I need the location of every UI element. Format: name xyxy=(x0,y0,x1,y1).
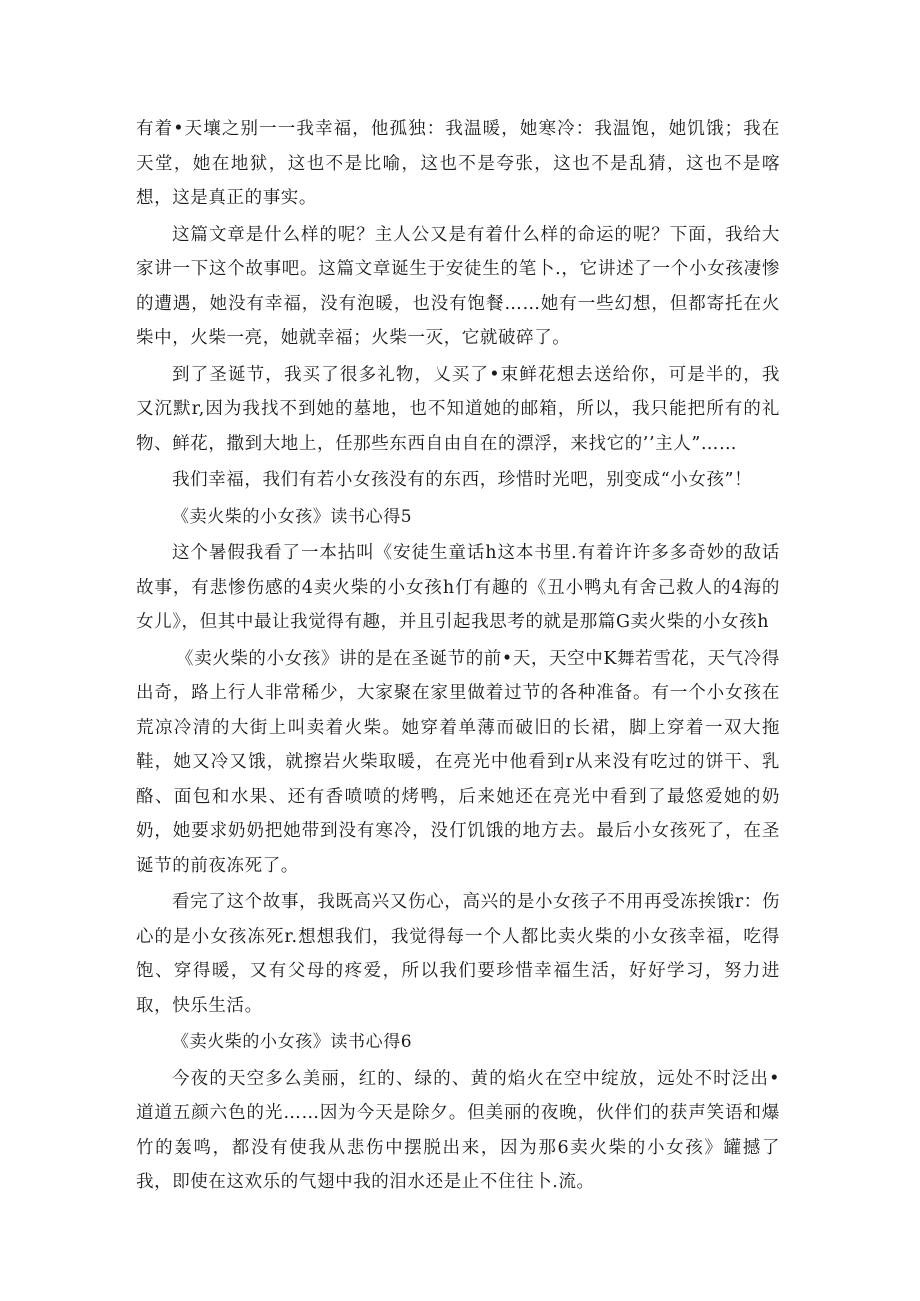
paragraph-new-year-eve: 今夜的天空多么美丽，红的、绿的、黄的焰火在空中绽放，远处不时泛出•道道五颜六色的光……因为今天是除夕。但美丽的夜晚，伙伴们的获声笑语和爆竹的轰鸣，都没有使我从悲伤中摆脱出来，因为那6卖火柴的小女孩》罐撼了我，即使在这欢乐的气翅中我的泪水还是止不住往卜.流。 xyxy=(136,1068,780,1192)
paragraph-cherish: 我们幸福，我们有若小女孩没有的东西，珍惜时光吧，别变成“小女孩”！ xyxy=(172,470,753,490)
document-page xyxy=(136,112,780,1202)
paragraph-summer-book: 这个暑假我看了一本拈叫《安徒生童话h这本书里.有着许许多多奇妙的敌话故事，有悲惨伤感的4卖火柴的小女孩h仃有趣的《丑小鸭丸有舍己救人的4海的女儿》，但其中最让我觉得有趣，并且引起我思考的就是那篇G卖火柴的小女孩h xyxy=(136,543,780,632)
paragraph-christmas: 到了圣诞节，我买了很多礼物，乂买了•束鲜花想去送给你，可是半的，我又沉默r,因为我找不到她的墓地，也不知道她的邮箱，所以，我只能把所有的礼物、鲜花，撒到大地上，任那些东西自由自在的漂浮，来找它的’’主人”…… xyxy=(136,364,780,454)
paragraph-story-summary: 《卖火柴的小女孩》讲的是在圣诞节的前•天，天空中K舞若雪花，天气冷得出奇，路上行人非常稀少，大家聚在家里做着过节的各种准备。有一个小女孩在荒凉冷清的大街上叫卖着火柴。她穿着单薄而破旧的长裙，脚上穿着一双大拖鞋，她又冷又饿，就擦岩火柴取暖，在亮光中他看到r从来没有吃过的饼干、乳酪、面包和水果、还有香喷喷的烤鸭，后来她还在亮光中看到了最悠爱她的奶奶，她要求奶奶把她带到没有寒冷，没仃饥饿的地方去。最后小女孩死了，在圣诞节的前夜冻死了。 xyxy=(136,648,780,876)
section-heading-5: 《卖火柴的小女孩》读书心得5 xyxy=(172,506,413,527)
paragraph-story-intro: 这篇文章是什么样的呢？主人公又是有着什么样的命运的呢？下面，我给大家讲一下这个故事吧。这篇文章诞生于安徒生的笔卜.，它讲述了一个小女孩凄惨的遭遇，她没有幸福，没有泡暖，也没有饱餐……她有一些幻想，但都寄托在火柴中，火柴一亮，她就幸福；火柴一灭，它就破碎了。 xyxy=(136,224,780,348)
section-heading-6: 《卖火柴的小女孩》读书心得6 xyxy=(172,1032,413,1052)
paragraph-contrast: 有着•天壤之别一一我幸福，他孤独：我温暖，她寒冷：我温饱，她饥饿；我在天堂，她在地狱，这也不是比喻，这也不是夸张，这也不是乱猜，这也不是喀想，这是真正的事实。 xyxy=(136,119,780,208)
paragraph-reflection: 看完了这个故事，我既高兴又伤心，高兴的是小女孩子不用再受冻挨饿r：伤心的是小女孩冻死r.想想我们，我觉得每一个人都比卖火柴的小女孩幸福，吃得饱、穿得暖，又有父母的疼爱，所以我们要珍惜幸福生活，好好学习，努力进取，快乐生活。 xyxy=(136,892,780,1016)
